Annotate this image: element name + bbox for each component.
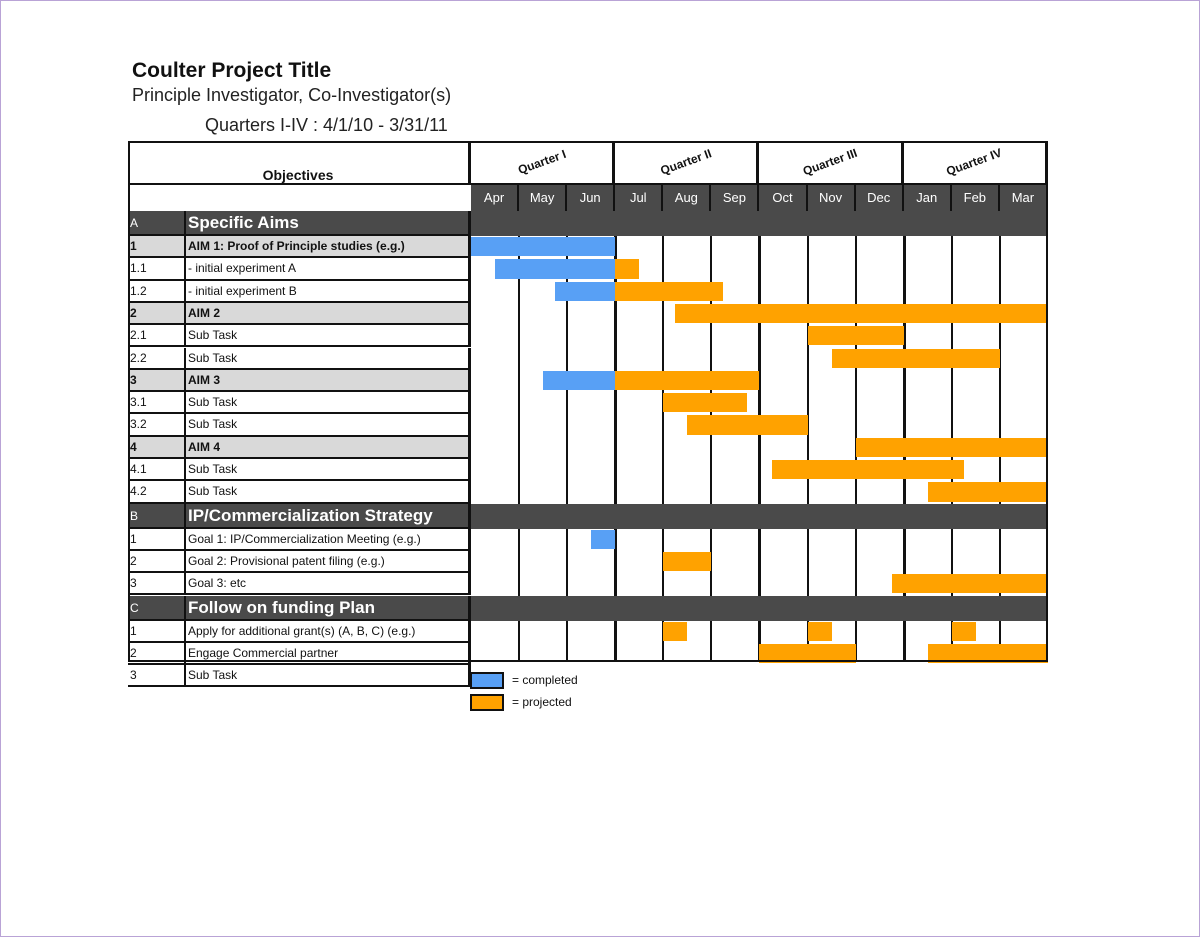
row-label: Goal 1: IP/Commercialization Meeting (e.g.)	[186, 529, 471, 551]
gantt-bar-projected	[615, 371, 759, 390]
project-title: Coulter Project Title	[132, 59, 332, 82]
row-label: Sub Task	[186, 481, 471, 503]
gantt-bar-projected	[808, 622, 832, 641]
month-header: Jul	[615, 185, 663, 211]
gantt-bar-projected	[772, 460, 964, 479]
month-divider	[662, 211, 664, 662]
row-id: 2	[128, 643, 186, 665]
gantt-bar-projected	[663, 552, 711, 571]
gantt-bar-projected	[663, 622, 687, 641]
month-divider	[999, 211, 1001, 662]
gantt-bar-projected	[675, 304, 1048, 323]
section-band	[471, 596, 1048, 621]
gantt-bar-projected	[808, 326, 904, 345]
month-divider	[566, 211, 568, 662]
row-label: Sub Task	[186, 459, 471, 481]
month-divider	[951, 211, 953, 662]
row-label: Follow on funding Plan	[186, 596, 471, 621]
month-header: Nov	[808, 185, 856, 211]
row-label: Sub Task	[186, 665, 471, 687]
row-id: 4	[128, 437, 186, 459]
row-id: 3	[128, 573, 186, 595]
legend-completed-swatch	[470, 672, 504, 689]
row-id: 1.2	[128, 281, 186, 303]
month-divider	[758, 211, 761, 662]
row-id: 4.1	[128, 459, 186, 481]
gantt-bar-completed	[471, 237, 615, 256]
gantt-bar-projected	[687, 415, 807, 434]
row-id: 3	[128, 370, 186, 392]
row-label: - initial experiment B	[186, 281, 471, 303]
row-label: Goal 3: etc	[186, 573, 471, 595]
row-label: AIM 1: Proof of Principle studies (e.g.)	[186, 236, 471, 258]
row-label: Apply for additional grant(s) (A, B, C) (e.g.)	[186, 621, 471, 643]
row-label: AIM 2	[186, 303, 471, 325]
row-id: 3.2	[128, 414, 186, 436]
quarter-label: Quarter III	[801, 145, 860, 179]
gantt-bar-projected	[856, 438, 1048, 457]
month-header: Oct	[759, 185, 807, 211]
row-id: A	[128, 211, 186, 236]
month-divider	[518, 211, 520, 662]
row-id: 2	[128, 303, 186, 325]
row-label: IP/Commercialization Strategy	[186, 504, 471, 529]
row-label: - initial experiment A	[186, 258, 471, 280]
gantt-bar-projected	[663, 393, 747, 412]
gantt-bar-completed	[543, 371, 615, 390]
row-id: 1	[128, 529, 186, 551]
month-header: Dec	[856, 185, 904, 211]
row-label: Sub Task	[186, 325, 471, 347]
section-band	[471, 211, 1048, 236]
month-header: May	[519, 185, 567, 211]
month-header: Mar	[1000, 185, 1048, 211]
month-header: Jun	[567, 185, 615, 211]
quarter-header	[471, 141, 615, 185]
quarter-header	[759, 141, 903, 185]
objectives-header: Objectives	[128, 141, 471, 185]
month-header: Apr	[471, 185, 519, 211]
row-label: AIM 4	[186, 437, 471, 459]
gantt-bar-completed	[495, 259, 615, 278]
gantt-bar-projected	[892, 574, 1048, 593]
gantt-bar-projected	[928, 482, 1048, 501]
gantt-bar-projected	[928, 644, 1048, 663]
legend-completed-label: = completed	[512, 673, 578, 687]
row-label: Sub Task	[186, 392, 471, 414]
row-label: AIM 3	[186, 370, 471, 392]
month-divider	[710, 211, 712, 662]
gantt-bar-projected	[615, 259, 639, 278]
row-id: C	[128, 596, 186, 621]
month-header: Feb	[952, 185, 1000, 211]
quarter-label: Quarter IV	[944, 145, 1004, 179]
month-header: Sep	[711, 185, 759, 211]
row-id: 2	[128, 551, 186, 573]
gantt-bar-projected	[615, 282, 723, 301]
row-label: Goal 2: Provisional patent filing (e.g.)	[186, 551, 471, 573]
row-id: 3.1	[128, 392, 186, 414]
row-label: Sub Task	[186, 348, 471, 370]
section-band	[471, 504, 1048, 529]
quarter-label: Quarter I	[515, 146, 568, 178]
row-id: 3	[128, 665, 186, 687]
row-id: 1	[128, 236, 186, 258]
month-divider	[903, 211, 906, 662]
month-divider	[807, 211, 809, 662]
quarter-header	[904, 141, 1048, 185]
month-divider	[855, 211, 857, 662]
row-id: 2.2	[128, 348, 186, 370]
gantt-bar-projected	[952, 622, 976, 641]
month-divider	[614, 211, 617, 662]
month-header: Jan	[904, 185, 952, 211]
quarters-range: Quarters I-IV : 4/1/10 - 3/31/11	[205, 115, 448, 135]
row-id: 1	[128, 621, 186, 643]
row-id: 1.1	[128, 258, 186, 280]
row-id: B	[128, 504, 186, 529]
quarter-label: Quarter II	[658, 146, 714, 178]
gantt-bar-completed	[555, 282, 615, 301]
gantt-bar-projected	[832, 349, 1000, 368]
gantt-bar-completed	[591, 530, 615, 549]
row-label: Sub Task	[186, 414, 471, 436]
row-label: Engage Commercial partner	[186, 643, 471, 665]
investigators: Principle Investigator, Co-Investigator(s)	[132, 85, 452, 105]
row-label: Specific Aims	[186, 211, 471, 236]
row-id: 4.2	[128, 481, 186, 503]
month-header: Aug	[663, 185, 711, 211]
legend-projected-swatch	[470, 694, 504, 711]
legend-projected-label: = projected	[512, 695, 572, 709]
row-id: 2.1	[128, 325, 186, 347]
quarter-header	[615, 141, 759, 185]
gantt-bar-projected	[759, 644, 855, 663]
